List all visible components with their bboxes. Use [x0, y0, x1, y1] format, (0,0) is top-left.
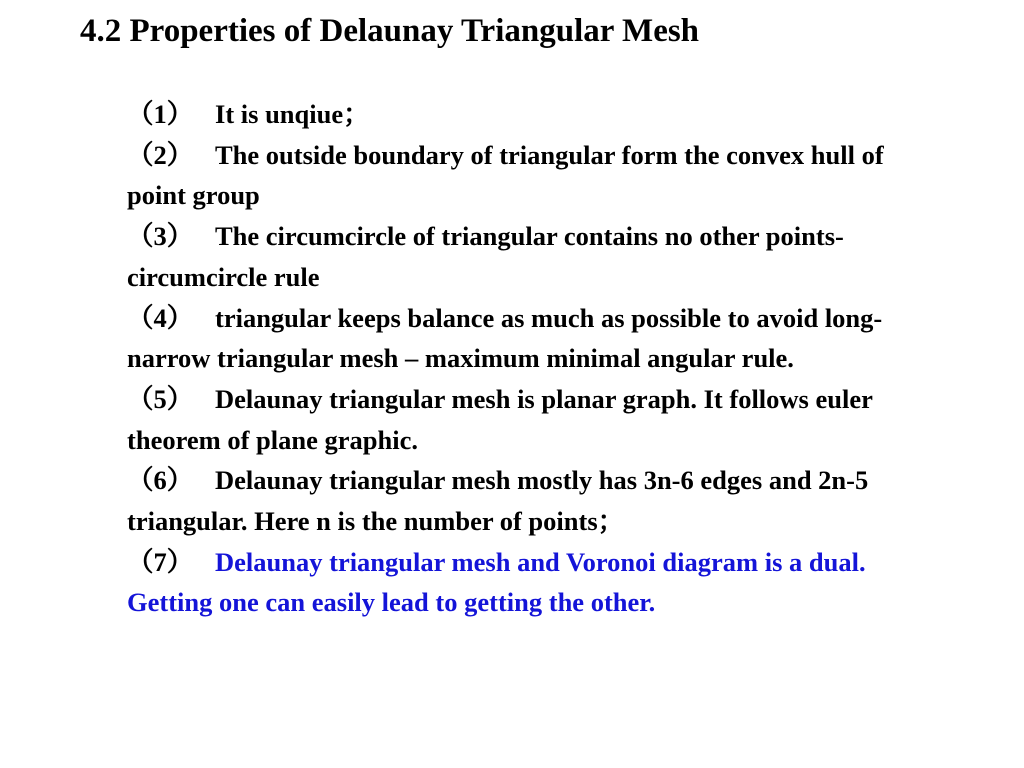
- property-list: [127, 94, 927, 623]
- item-marker: （3）: [127, 221, 194, 252]
- item-text: The circumcircle of triangular contains no other points-circumcircle rule: [127, 221, 844, 292]
- item-marker: （2）: [127, 139, 194, 170]
- property-item-5: [127, 379, 927, 460]
- item-text-highlighted: Delaunay triangular mesh and Voronoi diagram is a dual. Getting one can easily lead to getting the other.: [127, 546, 866, 618]
- property-item-3: [127, 216, 927, 297]
- property-item-4: [127, 298, 927, 379]
- item-marker: （1）: [127, 99, 194, 129]
- item-marker: （7）: [127, 546, 194, 577]
- item-text: Delaunay triangular mesh mostly has 3n-6 edges and 2n-5 triangular. Here n is the number of points；: [127, 465, 869, 537]
- property-item-2: [127, 135, 927, 216]
- property-item-7: [127, 542, 927, 623]
- item-text: It is unqiue；: [215, 99, 370, 129]
- property-item-6: [127, 460, 927, 541]
- item-marker: （4）: [127, 302, 194, 333]
- item-text: triangular keeps balance as much as possible to avoid long-narrow triangular mesh – maximum minimal angular rule.: [127, 302, 883, 374]
- item-text: The outside boundary of triangular form the convex hull of point group: [127, 139, 884, 211]
- item-marker: （5）: [127, 383, 194, 414]
- slide-title: 4.2 Properties of Delaunay Triangular Mesh: [80, 13, 700, 49]
- item-text: Delaunay triangular mesh is planar graph. It follows euler theorem of plane graphic.: [127, 383, 873, 455]
- property-item-1: [127, 94, 927, 135]
- item-marker: （6）: [127, 465, 194, 496]
